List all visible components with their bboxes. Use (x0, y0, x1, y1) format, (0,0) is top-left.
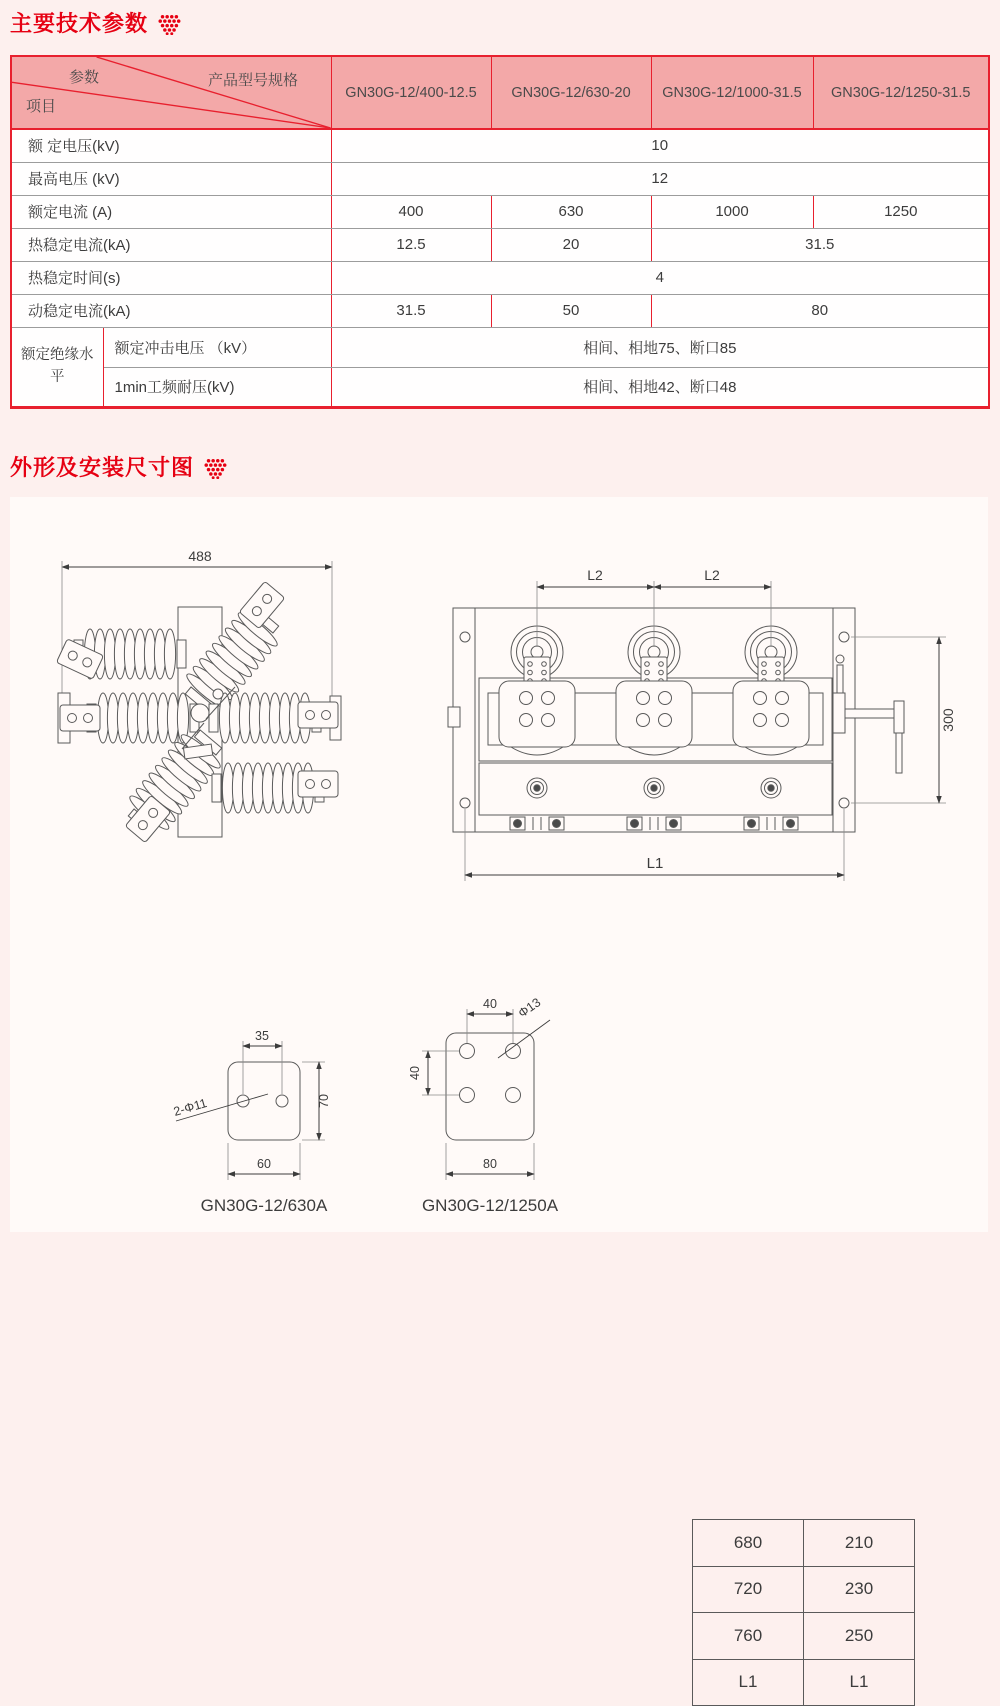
row-label: 额定冲击电压 （kV） (103, 327, 331, 367)
table-row (11, 294, 989, 327)
l1-table-cell: L1 (693, 1659, 804, 1706)
corner-label-model: 产品型号规格 (208, 72, 299, 89)
row-label: 热稳定时间(s) (11, 261, 331, 294)
row-label: 1min工频耐压(kV) (103, 367, 331, 407)
l1-table-cell: 680 (693, 1520, 804, 1567)
l1-table-cell: 210 (804, 1520, 915, 1567)
row-label: 最高电压 (kV) (11, 162, 331, 195)
row-value: 31.5 (651, 228, 989, 261)
dimension-drawings-panel (10, 497, 988, 1692)
hole-note-2phi11: 2-Φ11 (171, 1096, 209, 1119)
l1-table-cell: L1 (804, 1659, 915, 1706)
plate-1250-caption: GN30G-12/1250A (421, 1196, 559, 1215)
section-title-dimensions (10, 451, 227, 482)
row-label: 热稳定电流(kA) (11, 228, 331, 261)
l1-table-cell: 760 (693, 1613, 804, 1660)
side-view-drawing (56, 548, 341, 843)
row-label: 额 定电压(kV) (11, 129, 331, 162)
row-value: 400 (331, 195, 491, 228)
model-header: GN30G-12/630-20 (491, 56, 651, 129)
insulation-group-label: 额定绝缘水平 (11, 327, 103, 407)
spec-table (10, 55, 990, 409)
model-header: GN30G-12/1250-31.5 (813, 56, 989, 129)
row-value: 630 (491, 195, 651, 228)
corner-diagonals (12, 57, 331, 128)
table-row (11, 261, 989, 294)
spec-table-header-row (11, 56, 989, 129)
table-row (693, 1659, 915, 1706)
table-row (11, 162, 989, 195)
row-value: 相间、相地75、断口85 (331, 327, 989, 367)
row-value: 20 (491, 228, 651, 261)
row-value: 10 (331, 129, 989, 162)
dim-label-l1: L1 (646, 855, 664, 872)
table-row (693, 1613, 915, 1660)
row-value: 4 (331, 261, 989, 294)
table-row (11, 228, 989, 261)
row-value: 1250 (813, 195, 989, 228)
section-title-params (10, 7, 181, 38)
dim-label-488: 488 (188, 548, 212, 564)
row-value: 31.5 (331, 294, 491, 327)
dim-label-70: 70 (317, 1094, 331, 1108)
l1-table-cell: 230 (804, 1566, 915, 1613)
table-row (693, 1566, 915, 1613)
table-row (11, 367, 989, 407)
l1-reference-table (692, 1519, 915, 1706)
plate-630-drawing (172, 1029, 331, 1215)
dim-label-35: 35 (255, 1029, 269, 1043)
section-title-dimensions-text: 外形及安装尺寸图 (10, 455, 195, 480)
dim-label-40-left: 40 (408, 1066, 422, 1080)
hole-note-phi13: Φ13 (515, 995, 544, 1021)
row-label: 动稳定电流(kA) (11, 294, 331, 327)
table-row (11, 129, 989, 162)
model-header: GN30G-12/400-12.5 (331, 56, 491, 129)
l1-table-cell: 720 (693, 1566, 804, 1613)
table-row (693, 1520, 915, 1567)
plate-630-caption: GN30G-12/630A (200, 1196, 328, 1215)
front-view-drawing (448, 567, 956, 881)
plate-1250-drawing (408, 995, 559, 1215)
dim-label-80: 80 (483, 1157, 497, 1171)
row-value: 1000 (651, 195, 813, 228)
row-label: 额定电流 (A) (11, 195, 331, 228)
corner-label-param: 参数 (69, 69, 100, 86)
dim-label-60: 60 (257, 1157, 271, 1171)
red-dots-icon (203, 458, 227, 479)
technical-drawing (10, 497, 988, 1232)
red-dots-icon (157, 14, 181, 35)
row-value: 80 (651, 294, 989, 327)
model-header: GN30G-12/1000-31.5 (651, 56, 813, 129)
l1-table-cell: 250 (804, 1613, 915, 1660)
corner-cell (11, 56, 331, 129)
dim-label-300: 300 (940, 708, 956, 732)
table-row (11, 195, 989, 228)
section-title-params-text: 主要技术参数 (10, 11, 149, 36)
dim-label-l2-left: L2 (587, 567, 603, 583)
table-row (11, 327, 989, 367)
row-value: 相间、相地42、断口48 (331, 367, 989, 407)
dim-label-40-top: 40 (483, 997, 497, 1011)
corner-label-item: 项目 (26, 98, 57, 115)
row-value: 12 (331, 162, 989, 195)
row-value: 12.5 (331, 228, 491, 261)
row-value: 50 (491, 294, 651, 327)
dim-label-l2-right: L2 (704, 567, 720, 583)
